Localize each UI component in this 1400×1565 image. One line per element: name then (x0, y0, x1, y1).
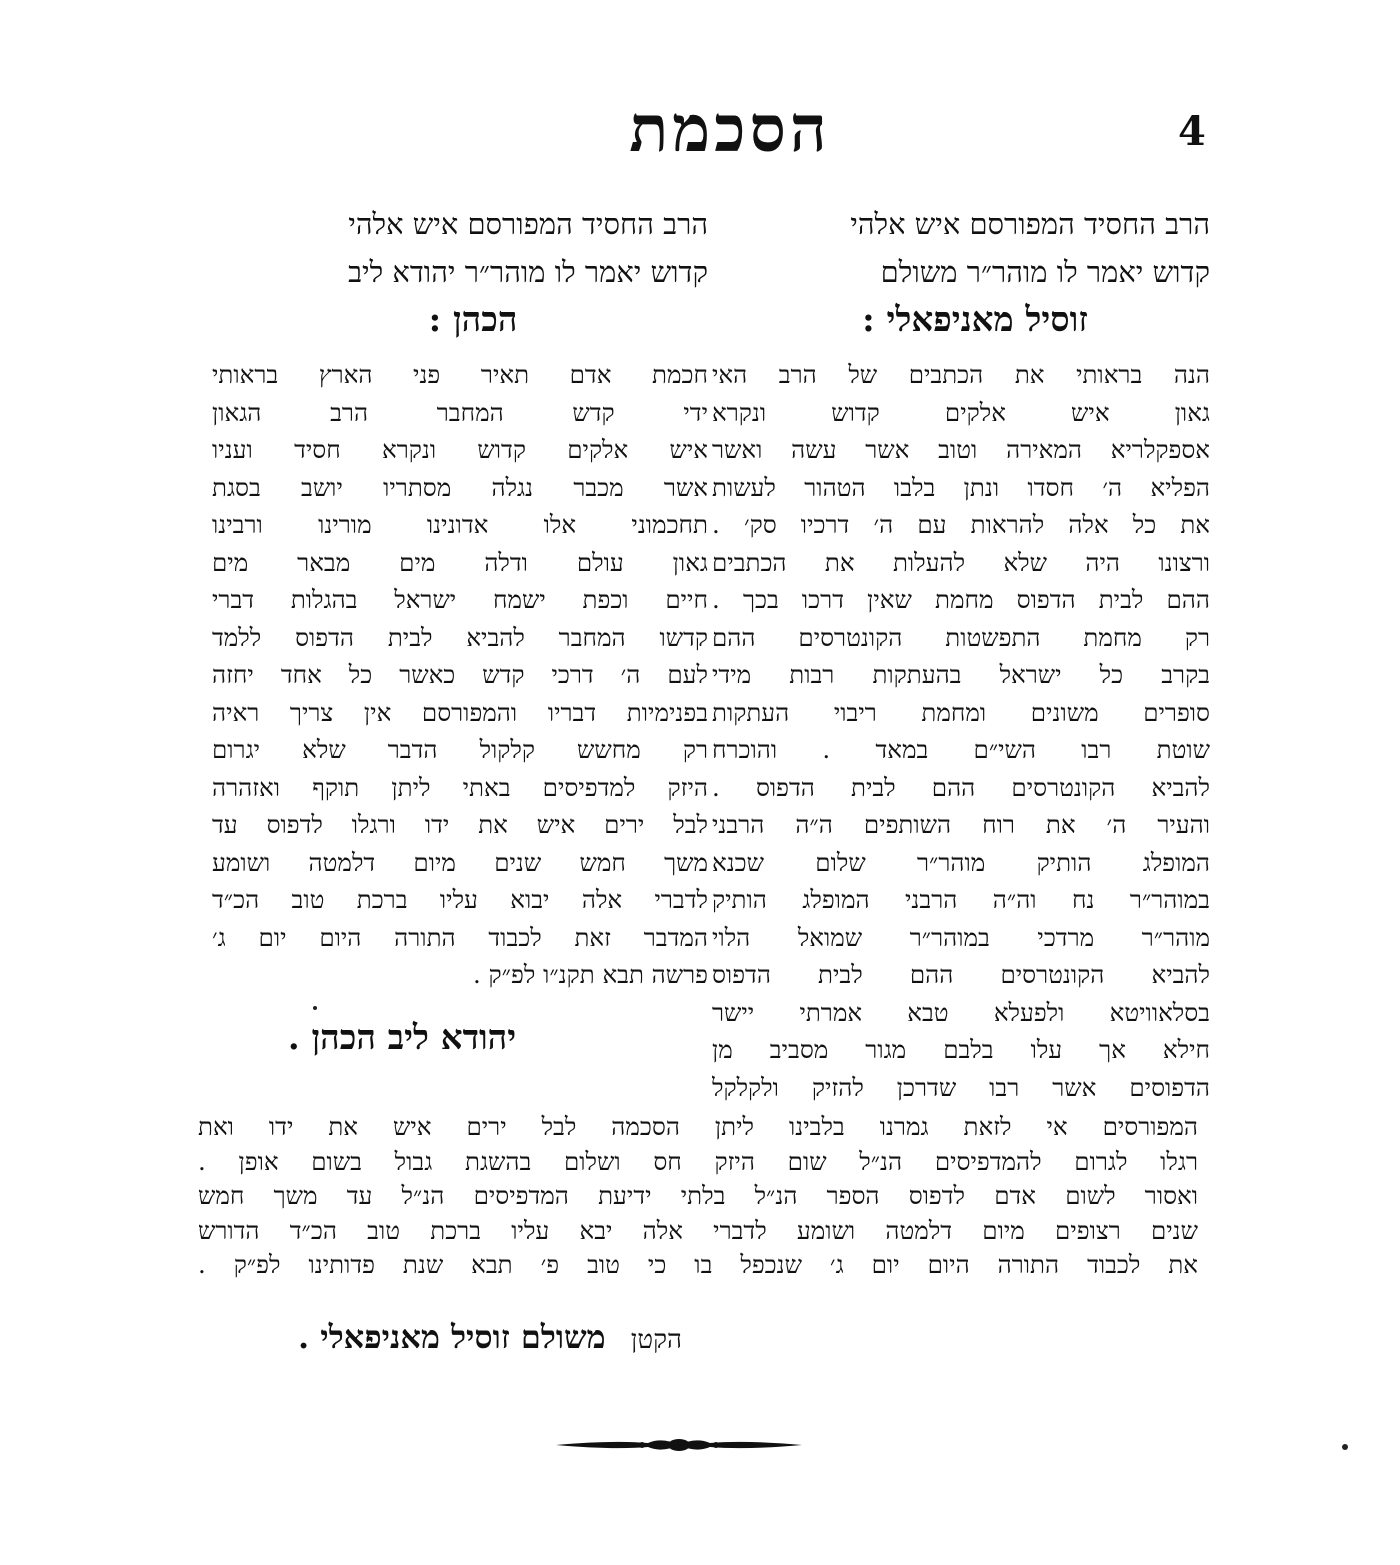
page-title: הסכמת (629, 92, 831, 167)
text-line: לדברי אלה יבוא עליו ברכת טוב הכ״ד (212, 885, 708, 914)
text-line: להביא הקונטרסים ההם לבית הדפוס (712, 960, 1210, 989)
text-line: ורצונו היה שלא להעלות את הכתבים (712, 547, 1210, 577)
text-line: שוטת רבו השי״ם במאד . והוכרח (712, 735, 1210, 764)
text-line: הנה בראותי את הכתבים של הרב האי (712, 360, 1210, 389)
text-line: איש אלקים קדוש ונקרא חסיד ועניו (212, 435, 708, 464)
text-line: שנים רצופים מיום דלמטה ושומע לדברי אלה יבא עליו ברכת טוב הכ״ד הדורש (198, 1215, 1198, 1245)
text-line: בקרב כל ישראל בהעתקות רבות מידי (712, 660, 1210, 689)
text-line: רק מחמת התפשטות הקונטרסים ההם (712, 622, 1210, 652)
page-number: 4 (1178, 108, 1206, 155)
left-header-line: קדוש יאמר לו מוהר״ר יהודא ליב (348, 255, 708, 289)
text-line: והעיר ה׳ את רוח השותפים ה״ה הרבני (712, 810, 1210, 839)
text-line: הדפוסים אשר רבו שדרכן להזיק ולקלקל (712, 1072, 1210, 1102)
signature-name: משולם זוסיל מאניפאלי . (298, 1318, 606, 1356)
left-column-body (212, 356, 708, 994)
text-line: להביא הקונטרסים ההם לבית הדפוס . (712, 772, 1210, 802)
text-line: גאון איש אלקים קדוש ונקרא (712, 397, 1210, 427)
text-line: את כל אלה להראות עם ה׳ דרכיו סק׳ . (712, 510, 1210, 539)
left-header-line: הרב החסיד המפורסם איש אלהי (348, 207, 708, 241)
text-line: קדשו המחבר להביא לבית הדפוס ללמד (212, 622, 708, 652)
ornament-divider-icon (552, 1428, 806, 1462)
text-line: במוהר״ר נח וה״ה הרבני המופלג הותיק (712, 885, 1210, 914)
signature-prefix: הקטן (630, 1325, 682, 1355)
bottom-signature (250, 1318, 730, 1356)
text-line: המופלג הותיק מוהר״ר שלום שכנא (712, 847, 1210, 877)
text-line: ואסור לשום אדם לדפוס הספר הנ״ל בלתי ידיעת המדפיסים הנ״ל עד משך חמש (198, 1181, 1198, 1210)
text-line: היזק למדפיסים באתי ליתן תוקף ואזהרה (212, 772, 708, 802)
text-line: חילא אך עלו בלבם מגור מסביב מן (712, 1035, 1210, 1064)
text-line: לעם ה׳ דרכי קדש כאשר כל אחד יחזה (212, 660, 708, 689)
text-line: רגלו לגרום להמדפיסים הנ״ל שום היזק חס ושלום בהשגת גבול בשום אופן . (198, 1146, 1198, 1176)
right-column-body (712, 356, 1210, 1106)
text-line: משך חמש שנים מיום דלמטה ושומע (212, 847, 708, 877)
text-line: מוהר״ר מרדכי במוהר״ר שמואל הלוי (712, 922, 1210, 952)
text-line: סופרים משונים ומחמת ריבוי העתקות (712, 697, 1210, 727)
right-header-line: הרב החסיד המפורסם איש אלהי (850, 207, 1210, 241)
text-line: את לכבוד התורה היום יום ג׳ שנכפל בו כי טוב פ׳ תבא שנת פדותינו לפ״ק . (198, 1250, 1198, 1279)
text-line: פרשה תבא תקנ״ו לפ״ק . (472, 960, 708, 989)
text-line: המפורסים אי לזאת גמרנו בלבינו ליתן הסכמה לבל ירים איש את ידו ואת (198, 1112, 1198, 1141)
left-signature: יהודא ליב הכהן . (287, 1018, 517, 1058)
text-line: חיים וכפת ישמח ישראל בהגלות דברי (212, 585, 708, 614)
text-line: בפנימיות דבריו והמפורסם אין צריך ראיה (212, 697, 708, 727)
left-header-name: הכהן : (428, 300, 518, 340)
print-speck (313, 1006, 317, 1010)
text-line: המדבר זאת לכבוד התורה היום יום ג׳ (212, 922, 708, 952)
right-column-header (740, 200, 1210, 344)
right-header-name: זוסיל מאניפאלי : (862, 300, 1088, 340)
print-speck (1342, 1444, 1348, 1450)
text-line: גאון עולם ודלה מים מבאר מים (212, 547, 708, 577)
text-line: תחכמוני אלו אדונינו מורינו ורבינו (212, 510, 708, 539)
text-line: בסלאוויטא ולפעלא טבא אמרתי יישר (712, 997, 1210, 1027)
right-header-line: קדוש יאמר לו מוהר״ר משולם (880, 255, 1210, 289)
text-line: אספקלריא המאירה וטוב אשר עשה ואשר (712, 435, 1210, 464)
full-width-body (198, 1110, 1198, 1283)
text-line: הפליא ה׳ חסדו ונתן בלבו הטהור לעשות (712, 472, 1210, 502)
text-line: אשר מכבר נגלה מסתריו יושב בסגת (212, 472, 708, 502)
text-line: לבל ירים איש את ידו ורגלו לדפוס עד (212, 810, 708, 839)
text-line: ידי קדש המחבר הרב הגאון (212, 397, 708, 427)
text-line: רק מחשש קלקול הדבר שלא יגרום (212, 735, 708, 764)
left-column-header (238, 200, 708, 344)
text-line: חכמת אדם תאיר פני הארץ בראותי (212, 360, 708, 389)
text-line: ההם לבית הדפוס מחמת שאין דרכו בכך . (712, 585, 1210, 614)
